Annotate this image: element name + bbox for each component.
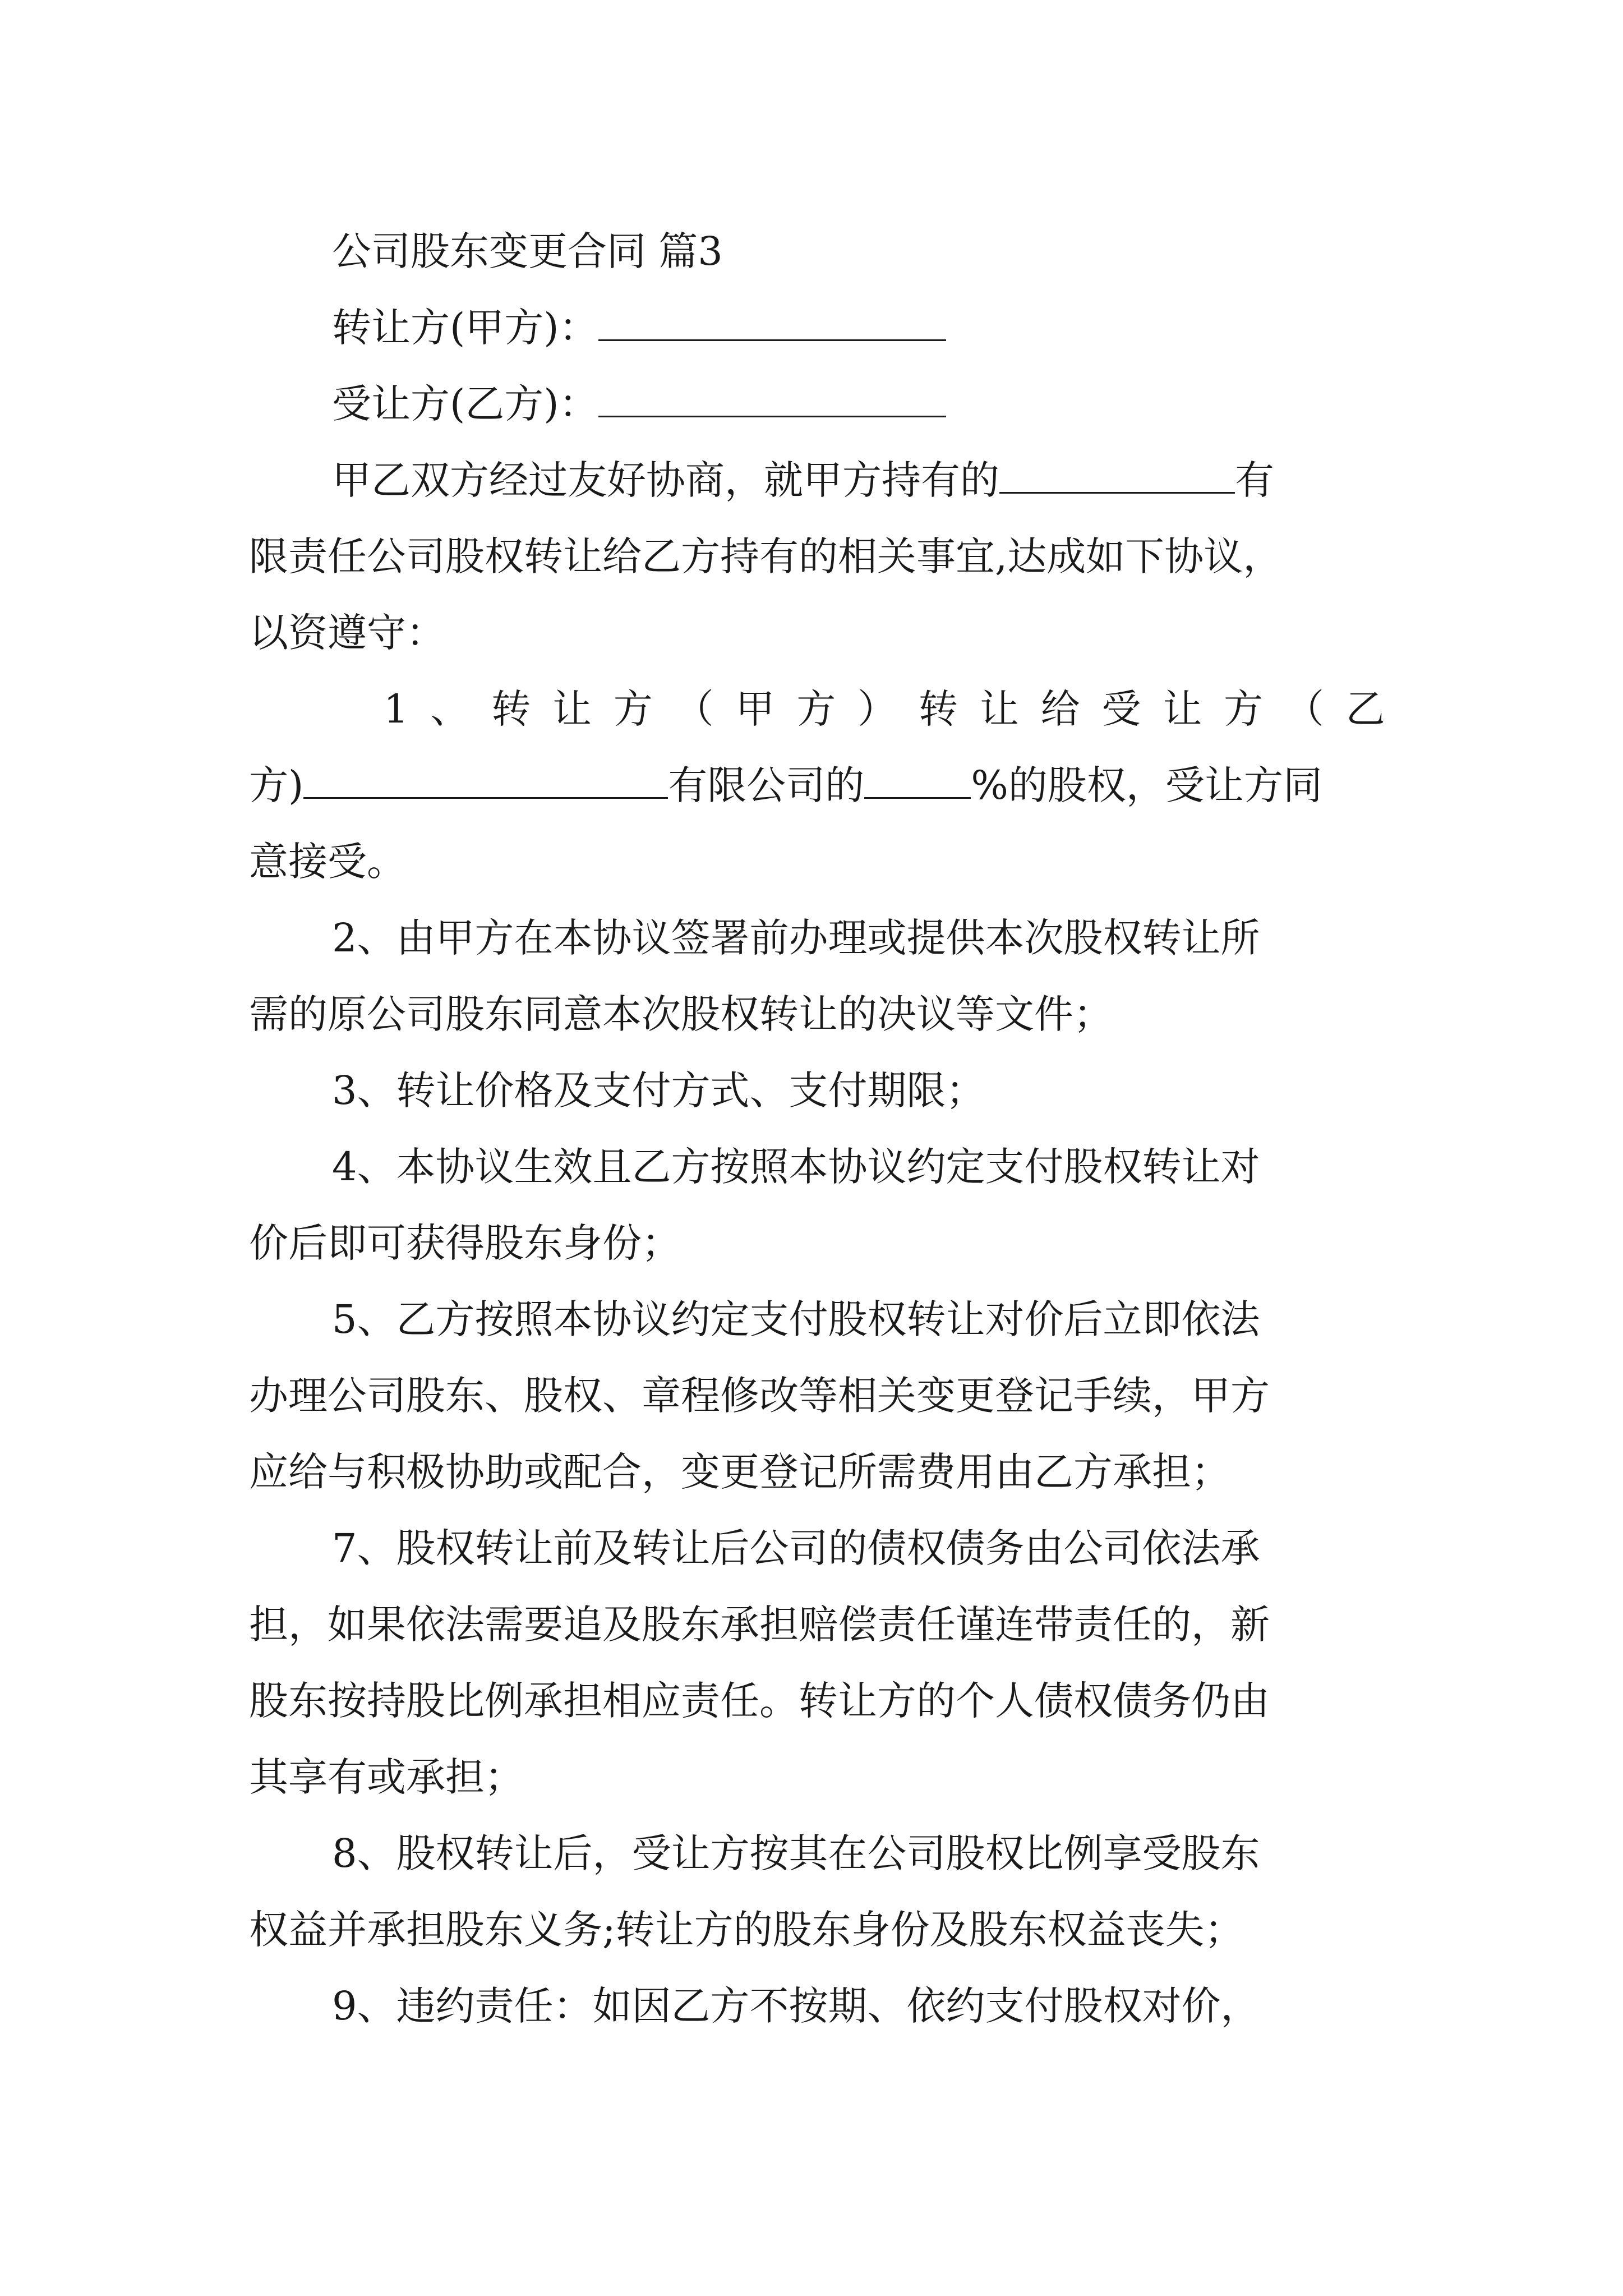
clause-1-char: （	[674, 686, 714, 732]
clause-1-line-3	[249, 823, 1385, 900]
clause-1-line-1	[249, 671, 1385, 747]
clause-3	[249, 1052, 1385, 1129]
clause-5	[249, 1281, 1385, 1510]
clause-4-line-2	[249, 1205, 1385, 1281]
clause-7-text-3: 股东按持股比例承担相应责任。转让方的个人债权债务仍由	[249, 1678, 1270, 1724]
intro-line-3	[249, 595, 1385, 671]
transferee-label: 受让方(乙方)：	[332, 381, 598, 427]
clause-1	[249, 671, 1385, 900]
clause-3-text-1: 3、转让价格及支付方式、支付期限；	[332, 1068, 985, 1114]
clause-1-text-c: %的股权，受让方同	[971, 762, 1322, 808]
clause-1-char: 甲	[735, 686, 775, 732]
clause-4-line-1	[249, 1129, 1385, 1205]
clause-5-text-1: 5、乙方按照本协议约定支付股权转让对价后立即依法	[332, 1296, 1260, 1342]
intro-line-2	[249, 518, 1385, 595]
clause-8-line-1	[249, 1815, 1385, 1892]
clause-5-text-3: 应给与积极协助或配合，变更登记所需费用由乙方承担；	[249, 1449, 1230, 1495]
clause-1-char: 让	[1163, 686, 1202, 732]
clause-5-line-1	[249, 1281, 1385, 1358]
clause-7-text-1: 7、股权转让前及转让后公司的债权债务由公司依法承	[332, 1525, 1260, 1571]
clause-9	[249, 1968, 1385, 2044]
clause-1-char: 转	[491, 686, 531, 732]
clause-7-line-3	[249, 1663, 1385, 1739]
clause-2-line-1	[249, 900, 1385, 976]
clause-1-char: 方	[613, 686, 653, 732]
clause-1-line-2	[249, 747, 1385, 823]
clause-1-char: 给	[1040, 686, 1080, 732]
clause-1-text-b: 有限公司的	[668, 762, 865, 808]
clause-8	[249, 1815, 1385, 1968]
clause-7-line-2	[249, 1586, 1385, 1663]
title-text: 公司股东变更合同 篇3	[332, 228, 723, 274]
clause-1-text-3: 意接受。	[249, 839, 406, 885]
clause-9-text-1: 9、违约责任：如因乙方不按期、依约支付股权对价，	[332, 1983, 1260, 2029]
company-name-blank	[999, 461, 1235, 494]
clause-1-char: 方	[1224, 686, 1264, 732]
clause-1-company-blank	[303, 766, 668, 799]
clause-1-char: 方	[796, 686, 836, 732]
clause-5-line-3	[249, 1434, 1385, 1510]
transferor-line	[249, 289, 1385, 366]
intro-line-1	[249, 442, 1385, 518]
clause-7-text-2: 担，如果依法需要追及股东承担赔偿责任谨连带责任的，新	[249, 1602, 1270, 1648]
clause-8-line-2	[249, 1892, 1385, 1968]
clause-1-char: 让	[552, 686, 592, 732]
clause-2	[249, 900, 1385, 1052]
clause-7	[249, 1510, 1385, 1815]
clause-1-char: 转	[919, 686, 958, 732]
clause-9-line-1	[249, 1968, 1385, 2044]
transferor-blank	[598, 308, 946, 341]
clause-4-text-2: 价后即可获得股东身份；	[249, 1220, 681, 1266]
clause-1-char: 让	[979, 686, 1019, 732]
clause-1-char: 、	[430, 686, 470, 732]
intro-text-2: 限责任公司股权转让给乙方持有的相关事宜,达成如下协议，	[249, 533, 1283, 579]
transferor-label: 转让方(甲方)：	[332, 305, 598, 351]
clause-1-char: 乙	[1345, 686, 1385, 732]
clause-1-char: 1	[384, 686, 409, 732]
clause-7-line-1	[249, 1510, 1385, 1586]
clause-1-char: （	[1284, 686, 1324, 732]
clause-1-char: ）	[857, 686, 897, 732]
transferee-line	[249, 366, 1385, 442]
clause-7-text-4: 其享有或承担；	[249, 1754, 524, 1800]
clause-4	[249, 1129, 1385, 1281]
clause-4-text-1: 4、本协议生效且乙方按照本协议约定支付股权转让对	[332, 1144, 1260, 1190]
document-page	[249, 213, 1385, 2044]
clause-3-line-1	[249, 1052, 1385, 1129]
intro-text-a: 甲乙双方经过友好协商，就甲方持有的	[332, 457, 999, 503]
clause-1-char: 受	[1101, 686, 1141, 732]
document-title	[249, 213, 1385, 289]
clause-2-text-2: 需的原公司股东同意本次股权转让的决议等文件；	[249, 991, 1113, 1037]
clause-8-text-1: 8、股权转让后，受让方按其在公司股权比例享受股东	[332, 1830, 1260, 1876]
clause-8-text-2: 权益并承担股东义务;转让方的股东身份及股东权益丧失；	[249, 1907, 1244, 1953]
intro-text-3: 以资遵守：	[249, 610, 445, 656]
clause-1-text-a: 方)	[249, 762, 304, 808]
intro-text-b: 有	[1235, 457, 1274, 503]
intro-paragraph	[249, 442, 1385, 671]
clause-1-percent-blank	[864, 766, 971, 799]
clause-5-line-2	[249, 1358, 1385, 1434]
clause-2-text-1: 2、由甲方在本协议签署前办理或提供本次股权转让所	[332, 915, 1260, 961]
clause-5-text-2: 办理公司股东、股权、章程修改等相关变更登记手续，甲方	[249, 1373, 1270, 1419]
clause-2-line-2	[249, 976, 1385, 1052]
clause-7-line-4	[249, 1739, 1385, 1815]
transferee-blank	[598, 384, 946, 417]
